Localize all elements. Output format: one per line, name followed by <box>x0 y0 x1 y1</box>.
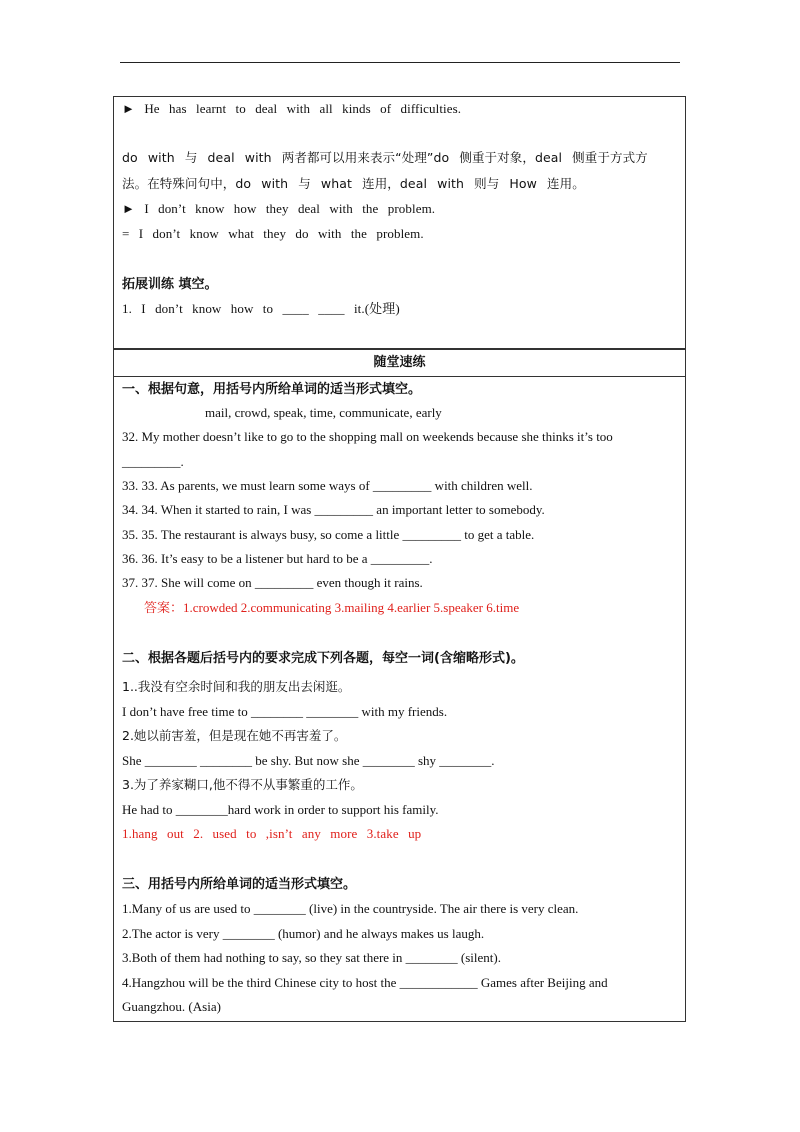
question-32-line-1: 32. My mother doesn’t like to go to the shopping mall on weekends because she thinks it’s too <box>122 429 613 444</box>
practice-title: 拓展训练 填空。 <box>122 277 218 292</box>
question-37: 37. 37. She will come on _________ even though it rains. <box>122 575 423 590</box>
question-35: 35. 35. The restaurant is always busy, so come a little _________ to get a table. <box>122 527 535 542</box>
word-bank: mail, crowd, speak, time, communicate, early <box>205 405 442 420</box>
part2-question-1-chinese: 1..我没有空余时间和我的朋友出去闲逛。 <box>122 679 351 694</box>
part2-question-2-chinese: 2.她以前害羞，但是现在她不再害羞了。 <box>122 728 347 743</box>
part2-question-3-english: He had to ________hard work in order to support his family. <box>122 802 439 817</box>
question-33: 33. 33. As parents, we must learn some ways of _________ with children well. <box>122 478 533 493</box>
part1-title: 一、根据句意，用括号内所给单词的适当形式填空。 <box>122 382 422 397</box>
header-rule <box>120 62 680 63</box>
exercise-header: 随堂速练 <box>114 350 685 377</box>
example-sentence-1: ► He has learnt to deal with all kinds of difficulties. <box>122 101 462 116</box>
explanation-line-1: do with 与 deal with 两者都可以用来表示“处理”do 侧重于对象，deal 侧重于方式方 <box>122 150 648 165</box>
part3-question-4-line-1: 4.Hangzhou will be the third Chinese city to host the ____________ Games after Beijing and <box>122 975 608 990</box>
part1-answer: 答案：1.crowded 2.communicating 3.mailing 4.earlier 5.speaker 6.time <box>144 600 520 615</box>
part3-question-3: 3.Both of them had nothing to say, so they sat there in ________ (silent). <box>122 950 501 965</box>
part2-title: 二、根据各题后括号内的要求完成下列各题，每空一词(含缩略形式)。 <box>122 651 524 666</box>
part2-question-2-english: She ________ ________ be shy. But now she ________ shy ________. <box>122 753 495 768</box>
part2-answer: 1.hang out 2. used to ,isn’t any more 3.take up <box>122 826 422 841</box>
example-sentence-2: ► I don’t know how they deal with the problem. <box>122 201 436 216</box>
question-32-line-2: _________. <box>122 454 184 469</box>
explanation-box <box>113 96 686 349</box>
question-34: 34. 34. When it started to rain, I was _________ an important letter to somebody. <box>122 502 545 517</box>
exercise-box <box>113 349 686 1022</box>
question-36: 36. 36. It’s easy to be a listener but hard to be a _________. <box>122 551 433 566</box>
practice-question-1: 1. I don’t know how to ____ ____ it.(处理) <box>122 301 400 316</box>
part3-title: 三、用括号内所给单词的适当形式填空。 <box>122 877 357 892</box>
explanation-line-2: 法。在特殊问句中，do with 与 what 连用，deal with 则与 How 连用。 <box>122 176 585 191</box>
part2-question-1-english: I don’t have free time to ________ ________ with my friends. <box>122 704 448 719</box>
example-sentence-3: = I don’t know what they do with the problem. <box>122 226 424 241</box>
part3-question-2: 2.The actor is very ________ (humor) and he always makes us laugh. <box>122 926 485 941</box>
part3-question-1: 1.Many of us are used to ________ (live) in the countryside. The air there is very clean. <box>122 901 579 916</box>
part3-question-4-line-2: Guangzhou. (Asia) <box>122 999 221 1014</box>
part2-question-3-chinese: 3.为了养家糊口,他不得不从事繁重的工作。 <box>122 777 363 792</box>
